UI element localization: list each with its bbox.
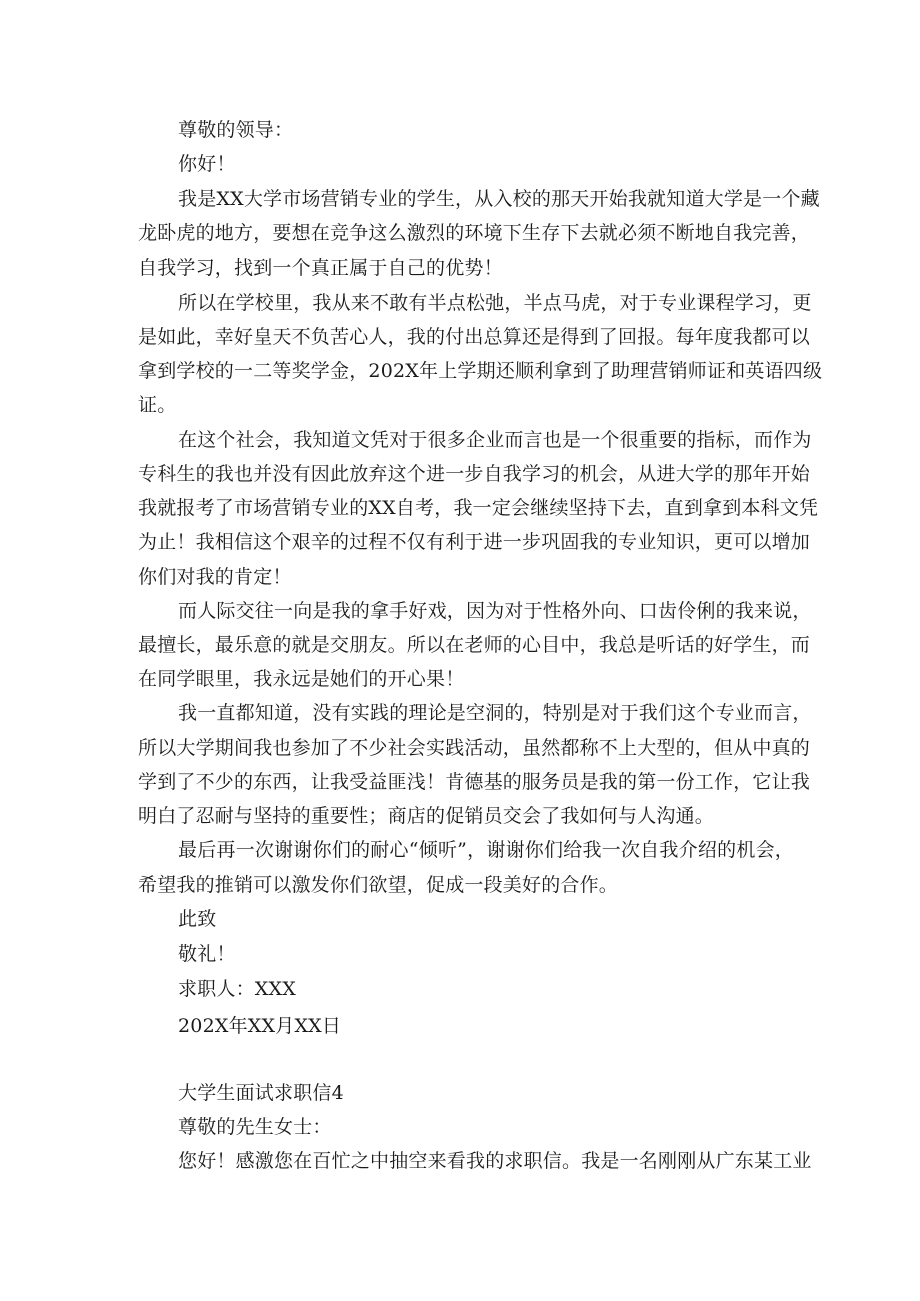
section-title: 大学生面试求职信4 [178, 1082, 344, 1104]
paragraph-1-line-3: 自我学习，找到一个真正属于自己的优势！ [138, 257, 503, 279]
next-first-line: 您好！感激您在百忙之中抽空来看我的求职信。我是一名刚刚从广东某工业 [178, 1150, 812, 1172]
paragraph-2-line-2: 是如此，幸好皇天不负苦心人，我的付出总算还是得到了回报。每年度我都可以 [138, 326, 811, 348]
signer: 求职人：XXX [178, 978, 296, 1000]
paragraph-5-line-4: 明白了忍耐与坚持的重要性；商店的促销员交会了我如何与人沟通。 [138, 805, 715, 827]
paragraph-6-line-2: 希望我的推销可以激发你们欲望，促成一段美好的合作。 [138, 874, 619, 896]
paragraph-4-line-1: 而人际交往一向是我的拿手好戏，因为对于性格外向、口齿伶俐的我来说， [178, 600, 812, 622]
paragraph-2-line-3: 拿到学校的一二等奖学金，202X年上学期还顺利拿到了助理营销师证和英语四级 [138, 360, 823, 382]
paragraph-5-line-3: 学到了不少的东西，让我受益匪浅！肯德基的服务员是我的第一份工作，它让我 [138, 771, 811, 793]
salutation: 尊敬的领导： [178, 119, 294, 141]
paragraph-3-line-2: 专科生的我也并没有因此放弃这个进一步自我学习的机会，从进大学的那年开始 [138, 463, 811, 485]
paragraph-3-line-5: 你们对我的肯定！ [138, 566, 292, 588]
paragraph-2-line-1: 所以在学校里，我从来不敢有半点松弛，半点马虎，对于专业课程学习，更 [178, 292, 812, 314]
paragraph-3-line-4: 为止！我相信这个艰辛的过程不仅有利于进一步巩固我的专业知识，更可以增加 [138, 531, 811, 553]
paragraph-1-line-1: 我是XX大学市场营销专业的学生，从入校的那天开始我就知道大学是一个藏 [178, 188, 820, 210]
paragraph-3-line-3: 我就报考了市场营销专业的XX自考，我一定会继续坚持下去，直到拿到本科文凭 [138, 497, 819, 519]
paragraph-4-line-2: 最擅长，最乐意的就是交朋友。所以在老师的心目中，我总是听话的好学生，而 [138, 634, 811, 656]
closing-line-1: 此致 [178, 908, 217, 930]
closing-line-2: 敬礼！ [178, 943, 236, 965]
paragraph-2-line-4: 证。 [138, 394, 177, 416]
paragraph-5-line-1: 我一直都知道，没有实践的理论是空洞的，特别是对于我们这个专业而言， [178, 702, 812, 724]
letter-date: 202X年XX月XX日 [178, 1015, 342, 1037]
greeting: 你好！ [178, 153, 236, 175]
paragraph-1-line-2: 龙卧虎的地方，要想在竞争这么激烈的环境下生存下去就必须不断地自我完善， [138, 222, 811, 244]
paragraph-5-line-2: 所以大学期间我也参加了不少社会实践活动，虽然都称不上大型的，但从中真的 [138, 737, 811, 759]
paragraph-3-line-1: 在这个社会，我知道文凭对于很多企业而言也是一个很重要的指标，而作为 [178, 429, 812, 451]
paragraph-6-line-1: 最后再一次谢谢你们的耐心“倾听”，谢谢你们给我一次自我介绍的机会， [178, 839, 794, 861]
paragraph-4-line-3: 在同学眼里，我永远是她们的开心果！ [138, 668, 465, 690]
next-salutation: 尊敬的先生女士： [178, 1116, 332, 1138]
